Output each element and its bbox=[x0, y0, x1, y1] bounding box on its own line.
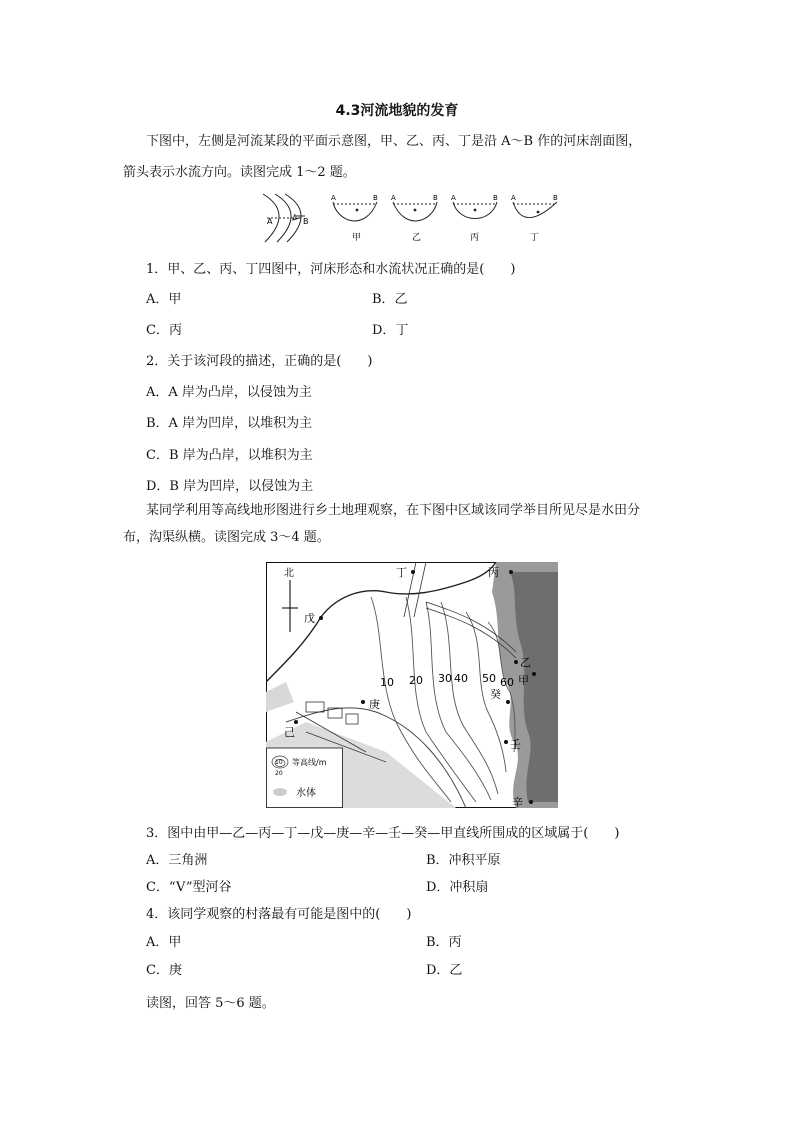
q4-stem: 4．该同学观察的村落最有可能是图中的( ) bbox=[146, 907, 412, 922]
place-ding: 丁 bbox=[396, 566, 407, 579]
svg-text:A: A bbox=[391, 194, 396, 202]
svg-text:B: B bbox=[433, 194, 438, 202]
place-wu: 戊 bbox=[304, 612, 315, 625]
intro1-line2: 箭头表示水流方向。读图完成 1～2 题。 bbox=[123, 165, 356, 180]
river-section-figure bbox=[255, 192, 565, 244]
q3-option-a: A．三角洲 bbox=[146, 853, 208, 868]
contour-10: 10 bbox=[380, 676, 394, 689]
contour-50: 50 bbox=[482, 672, 496, 685]
place-xin: 辛 bbox=[512, 796, 523, 808]
svg-text:B: B bbox=[493, 194, 498, 202]
svg-text:B: B bbox=[373, 194, 378, 202]
contour-40: 40 bbox=[454, 672, 468, 685]
label-a: A bbox=[267, 217, 273, 226]
legend-contour-10: 10 bbox=[275, 759, 283, 766]
section-jia: 甲 bbox=[352, 233, 362, 243]
svg-text:A: A bbox=[451, 194, 456, 202]
place-geng: 庚 bbox=[369, 698, 380, 711]
svg-text:A: A bbox=[331, 194, 336, 202]
q4-option-c: C．庚 bbox=[146, 963, 182, 978]
q1-option-d: D．丁 bbox=[372, 323, 409, 338]
q2-option-d: D．B 岸为凹岸，以侵蚀为主 bbox=[146, 479, 314, 494]
place-jia: 甲 bbox=[518, 674, 529, 687]
intro2-line1: 某同学利用等高线地形图进行乡土地理观察，在下图中区域该同学举目所见尽是水田分 bbox=[146, 503, 641, 518]
legend-water-label: 水体 bbox=[296, 788, 316, 799]
section-bing: 丙 bbox=[470, 233, 480, 243]
place-ji: 己 bbox=[284, 726, 295, 739]
label-b: B bbox=[303, 217, 309, 226]
section-ding: 丁 bbox=[530, 233, 540, 243]
water-legend-icon bbox=[273, 788, 287, 796]
svg-text:A: A bbox=[511, 194, 516, 202]
section-yi: 乙 bbox=[412, 233, 422, 243]
q3-option-b: B．冲积平原 bbox=[426, 853, 501, 868]
intro1-line1: 下图中，左侧是河流某段的平面示意图，甲、乙、丙、丁是沿 A～B 作的河床剖面图， bbox=[146, 134, 642, 149]
q1-option-c: C．丙 bbox=[146, 323, 182, 338]
q2-option-c: C．B 岸为凸岸，以堆积为主 bbox=[146, 448, 313, 463]
north-label: 北 bbox=[284, 568, 294, 579]
legend-contour-20: 20 bbox=[275, 770, 283, 777]
place-bing: 丙 bbox=[488, 566, 499, 579]
q4-option-a: A．甲 bbox=[146, 935, 182, 950]
place-ren: 壬 bbox=[510, 738, 521, 751]
q3-stem: 3．图中由甲—乙—丙—丁—戊—庚—辛—壬—癸—甲直线所围成的区域属于( ) bbox=[146, 826, 620, 841]
q2-stem: 2．关于该河段的描述，正确的是( ) bbox=[146, 354, 373, 369]
place-gui: 癸 bbox=[490, 688, 501, 701]
place-yi: 乙 bbox=[520, 656, 531, 669]
q1-option-b: B．乙 bbox=[372, 292, 408, 307]
q3-option-d: D．冲积扇 bbox=[426, 880, 489, 895]
q2-option-a: A．A 岸为凸岸，以侵蚀为主 bbox=[146, 385, 312, 400]
legend-contour-label: 等高线/m bbox=[292, 758, 327, 767]
q1-stem: 1．甲、乙、丙、丁四图中，河床形态和水流状况正确的是( ) bbox=[146, 262, 516, 277]
q3-option-c: C．“V”型河谷 bbox=[146, 880, 232, 895]
q2-option-b: B．A 岸为凹岸，以堆积为主 bbox=[146, 416, 313, 431]
page-title: 4.3河流地貌的发育 bbox=[335, 103, 459, 119]
q1-option-a: A．甲 bbox=[146, 292, 182, 307]
outro-text: 读图，回答 5～6 题。 bbox=[146, 996, 275, 1011]
contour-60: 60 bbox=[500, 676, 514, 689]
q4-option-b: B．丙 bbox=[426, 935, 462, 950]
intro2-line2: 布，沟渠纵横。读图完成 3～4 题。 bbox=[123, 530, 330, 545]
q4-option-d: D．乙 bbox=[426, 963, 463, 978]
contour-30: 30 bbox=[438, 672, 452, 685]
contour-20: 20 bbox=[409, 674, 423, 687]
svg-text:B: B bbox=[553, 194, 558, 202]
contour-map bbox=[266, 562, 558, 808]
